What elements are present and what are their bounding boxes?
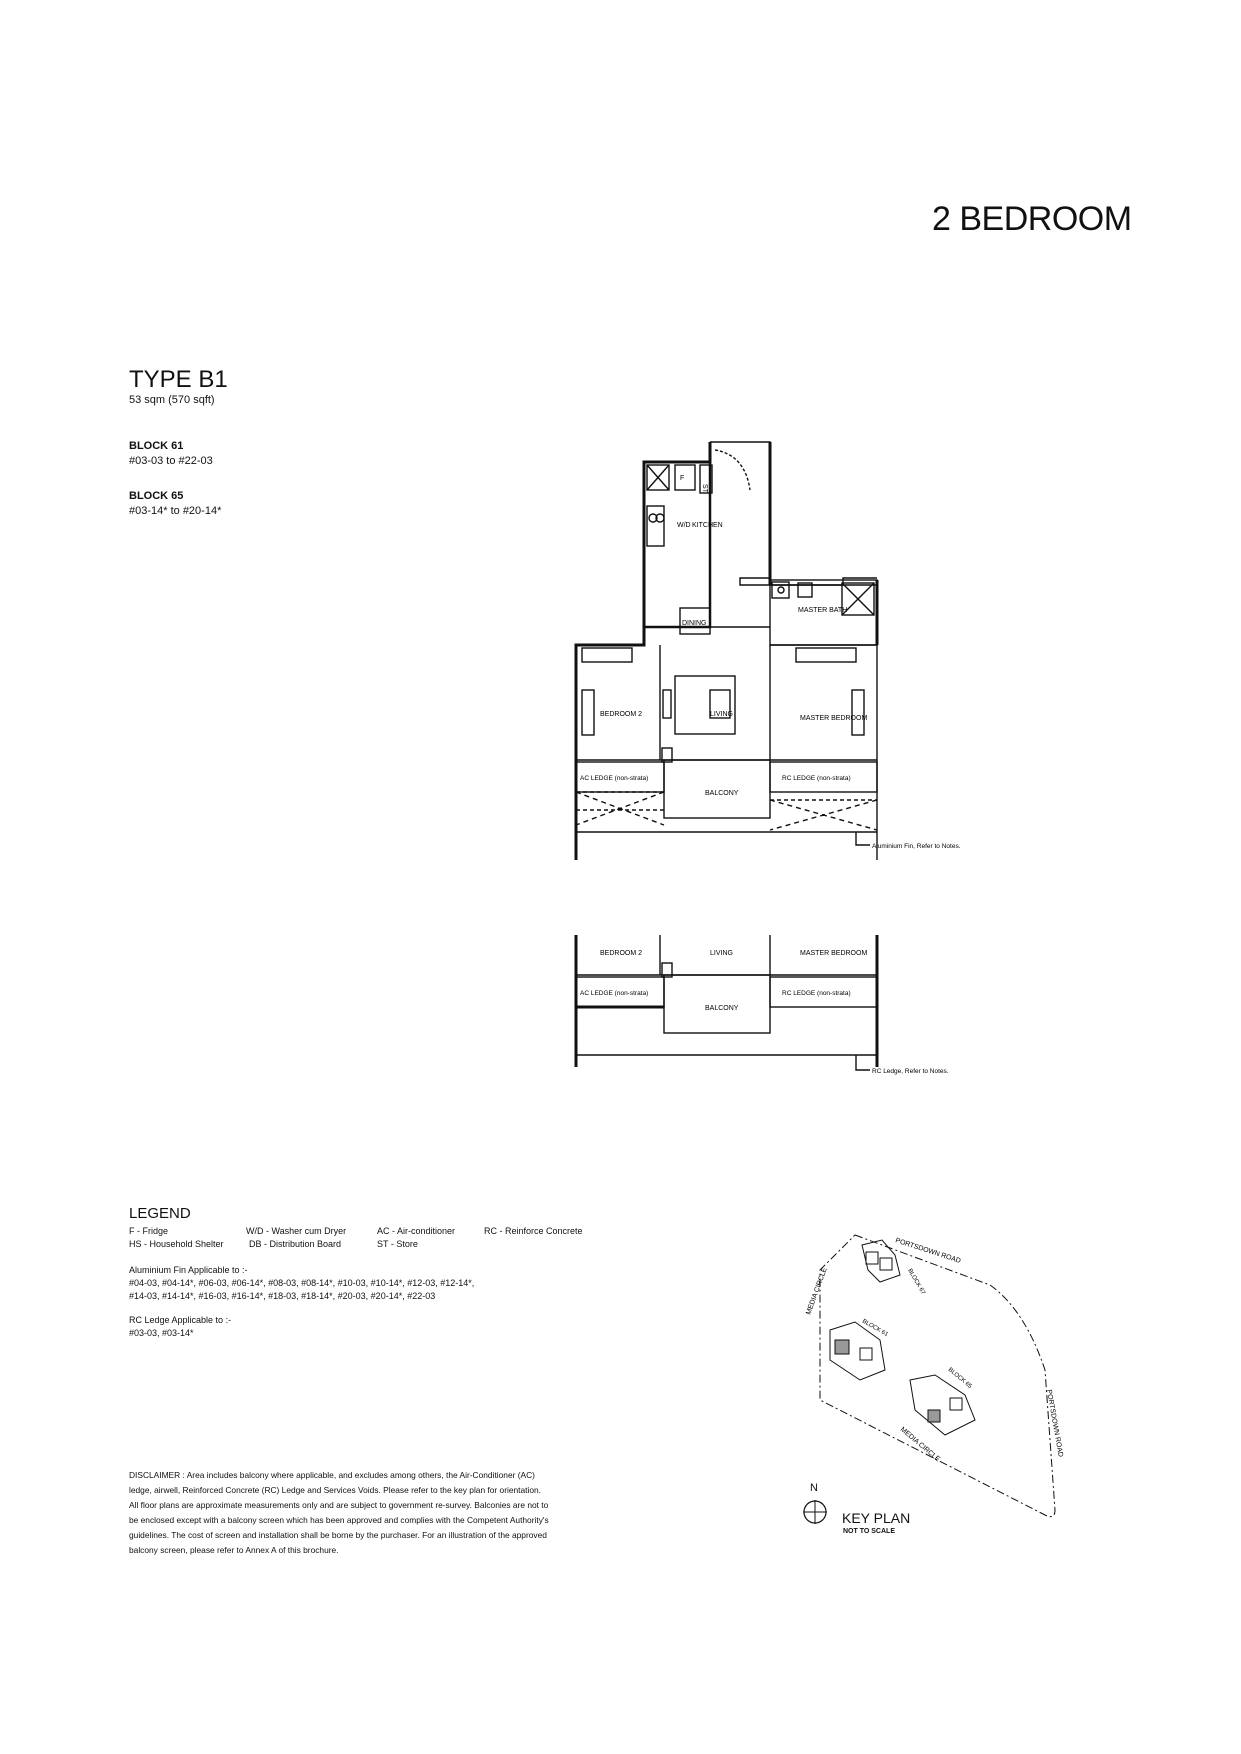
- legend-item: DB - Distribution Board: [249, 1239, 342, 1249]
- room-label-st: ST: [701, 484, 708, 493]
- legend-item: W/D - Washer cum Dryer: [246, 1226, 347, 1236]
- block-label: BLOCK 67: [906, 1268, 926, 1296]
- fixture-label-f: F: [680, 475, 685, 482]
- legend-item: HS - Household Shelter: [129, 1239, 224, 1249]
- room-label-rc-ledge: RC LEDGE (non-strata): [782, 990, 851, 997]
- key-plan-subtitle: NOT TO SCALE: [843, 1528, 895, 1535]
- unit-type: TYPE B1: [129, 366, 228, 393]
- fin-note-line: #04-03, #04-14*, #06-03, #06-14*, #08-03, #08-14*, #10-03, #10-14*, #12-03, #12-14*,: [129, 1278, 475, 1288]
- room-label-living: LIVING: [710, 711, 733, 718]
- block-label: BLOCK 61: [861, 1318, 889, 1339]
- block-label: BLOCK 65: [946, 1366, 973, 1390]
- block-range: #03-14* to #20-14*: [129, 505, 222, 517]
- room-label-living: LIVING: [710, 950, 733, 957]
- legend-item: RC - Reinforce Concrete: [484, 1226, 583, 1236]
- room-label-ac-ledge: AC LEDGE (non-strata): [580, 775, 649, 782]
- room-label-ac-ledge: AC LEDGE (non-strata): [580, 990, 649, 997]
- floor-plan: [560, 440, 1020, 880]
- block-name: BLOCK 65: [129, 490, 184, 502]
- legend-item: AC - Air-conditioner: [377, 1226, 456, 1236]
- road-label: MEDIA CIRCLE: [898, 1426, 942, 1464]
- callout-aluminium-fin: Aluminium Fin, Refer to Notes.: [872, 843, 961, 850]
- room-label-balcony: BALCONY: [705, 790, 739, 797]
- unit-area: 53 sqm (570 sqft): [129, 394, 215, 406]
- room-label-rc-ledge: RC LEDGE (non-strata): [782, 775, 851, 782]
- key-plan: [800, 1230, 1080, 1530]
- legend-item: F - Fridge: [129, 1226, 169, 1236]
- road-label: MEDIA CIRCLE: [805, 1266, 829, 1316]
- north-label: N: [810, 1482, 818, 1494]
- disclaimer: DISCLAIMER : Area includes balcony where applicable, and excludes among others, the Air-Conditioner (AC) ledge, airwell, Reinforced Concrete (RC) Ledge and Services Voids. Please refer to the key plan for orientation. All floor plans are approximate measurements only and are subject to government re-survey. Balconies are not to be enclosed except with a balcony screen which has been approved and complies with the Competent Authority's guidelines. The cost of screen and installation shall be borne by the purchaser. For an illustration of the approved balcony screen, please refer to Annex A of this brochure.: [129, 1470, 549, 1555]
- room-label-bedroom2: BEDROOM 2: [600, 950, 643, 957]
- room-label-wd: W/D: [677, 522, 691, 529]
- room-label-master-bedroom: MASTER BEDROOM: [800, 715, 868, 722]
- room-label-dining: DINING: [682, 620, 707, 627]
- legend-title: LEGEND: [129, 1205, 191, 1222]
- room-label-master-bedroom: MASTER BEDROOM: [800, 950, 868, 957]
- rc-note-line: #03-03, #03-14*: [129, 1328, 194, 1338]
- floor-plan-partial: [560, 935, 1020, 1085]
- callout-rc-ledge: RC Ledge, Refer to Notes.: [872, 1068, 949, 1075]
- road-label: PORTSDOWN ROAD: [1045, 1389, 1064, 1458]
- room-label-bedroom2: BEDROOM 2: [600, 711, 643, 718]
- fin-note-line: #14-03, #14-14*, #16-03, #16-14*, #18-03, #18-14*, #20-03, #20-14*, #22-03: [129, 1291, 436, 1301]
- legend-item: ST - Store: [377, 1239, 418, 1249]
- room-label-balcony: BALCONY: [705, 1005, 739, 1012]
- room-label-master-bath: MASTER BATH: [798, 607, 848, 614]
- block-name: BLOCK 61: [129, 440, 184, 452]
- room-label-kitchen: KITCHEN: [692, 522, 723, 529]
- page-category-title: 2 BEDROOM: [932, 200, 1132, 238]
- fin-note-title: Aluminium Fin Applicable to :-: [129, 1265, 248, 1275]
- block-range: #03-03 to #22-03: [129, 455, 213, 467]
- rc-note-title: RC Ledge Applicable to :-: [129, 1315, 232, 1325]
- road-label: PORTSDOWN ROAD: [894, 1237, 962, 1266]
- key-plan-title: KEY PLAN: [842, 1510, 911, 1526]
